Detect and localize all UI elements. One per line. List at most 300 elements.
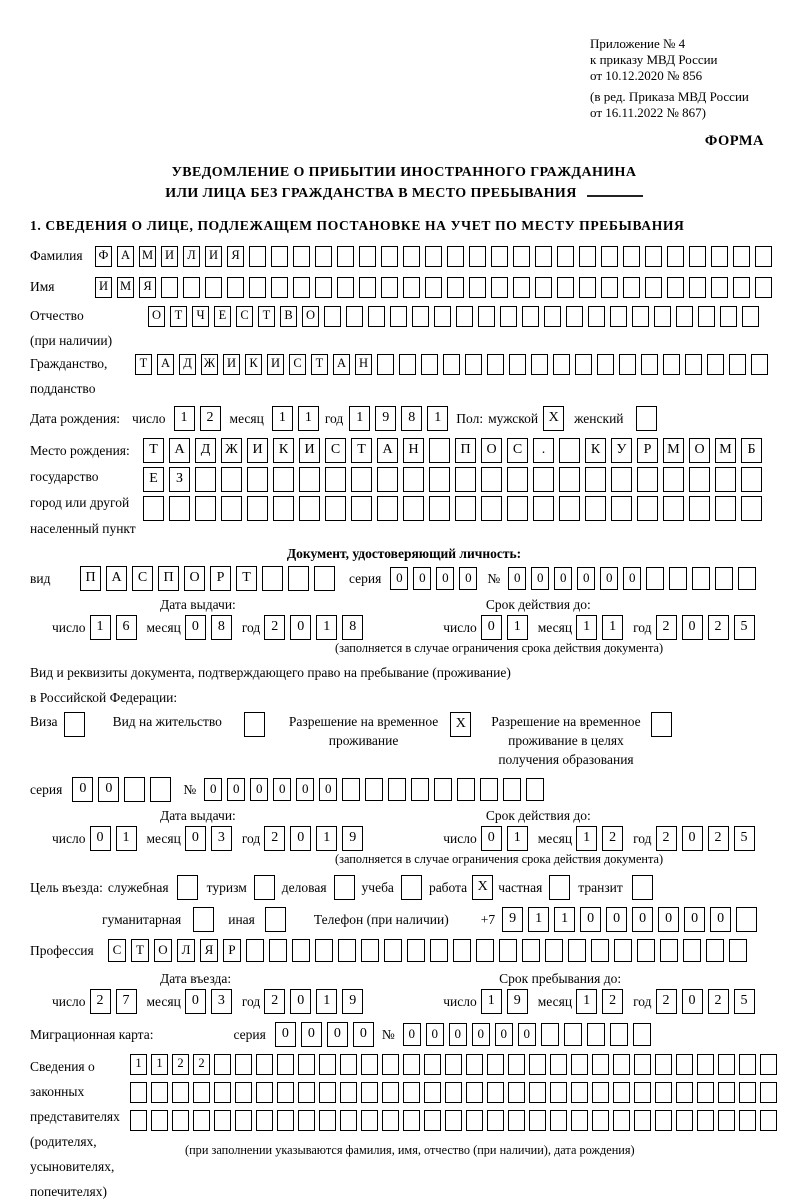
char-cell[interactable]: [445, 1110, 462, 1131]
char-cell[interactable]: [246, 939, 264, 962]
char-cell[interactable]: 2: [602, 989, 623, 1014]
char-cell[interactable]: О: [689, 438, 710, 463]
purpose-private-checkbox[interactable]: [549, 875, 570, 900]
char-cell[interactable]: А: [117, 246, 134, 267]
char-cell[interactable]: Я: [200, 939, 218, 962]
char-cell[interactable]: Л: [183, 246, 200, 267]
char-cell[interactable]: [535, 246, 552, 267]
char-cell[interactable]: [214, 1082, 231, 1103]
char-cell[interactable]: 1: [528, 907, 549, 932]
char-cell[interactable]: [273, 467, 294, 492]
char-cell[interactable]: 2: [708, 615, 729, 640]
char-cell[interactable]: [351, 496, 372, 521]
sex-female-checkbox[interactable]: [636, 406, 657, 431]
char-cell[interactable]: И: [299, 438, 320, 463]
char-cell[interactable]: М: [117, 277, 134, 298]
char-cell[interactable]: 0: [684, 907, 705, 932]
char-cell[interactable]: [706, 939, 724, 962]
char-cell[interactable]: [412, 306, 429, 327]
char-cell[interactable]: [588, 306, 605, 327]
char-cell[interactable]: [399, 354, 416, 375]
char-cell[interactable]: [720, 306, 737, 327]
char-cell[interactable]: П: [455, 438, 476, 463]
char-cell[interactable]: [623, 277, 640, 298]
char-cell[interactable]: 0: [98, 777, 119, 802]
char-cell[interactable]: 0: [227, 778, 245, 801]
char-cell[interactable]: [381, 246, 398, 267]
char-cell[interactable]: 1: [151, 1054, 168, 1075]
char-cell[interactable]: 0: [508, 567, 526, 590]
char-cell[interactable]: [205, 277, 222, 298]
char-cell[interactable]: [315, 246, 332, 267]
char-cell[interactable]: 9: [342, 989, 363, 1014]
char-cell[interactable]: [361, 939, 379, 962]
char-cell[interactable]: [193, 1082, 210, 1103]
char-cell[interactable]: [715, 496, 736, 521]
char-cell[interactable]: [298, 1054, 315, 1075]
char-cell[interactable]: [214, 1054, 231, 1075]
char-cell[interactable]: 1: [272, 406, 293, 431]
char-cell[interactable]: 2: [264, 989, 285, 1014]
char-cell[interactable]: [564, 1023, 582, 1046]
char-cell[interactable]: [481, 496, 502, 521]
char-cell[interactable]: [755, 246, 772, 267]
char-cell[interactable]: [597, 354, 614, 375]
char-cell[interactable]: 9: [375, 406, 396, 431]
char-cell[interactable]: 0: [472, 1023, 490, 1046]
char-cell[interactable]: 1: [90, 615, 111, 640]
char-cell[interactable]: [637, 467, 658, 492]
char-cell[interactable]: [342, 778, 360, 801]
char-cell[interactable]: П: [158, 566, 179, 591]
char-cell[interactable]: Д: [195, 438, 216, 463]
char-cell[interactable]: [641, 354, 658, 375]
char-cell[interactable]: 0: [481, 826, 502, 851]
char-cell[interactable]: 0: [481, 615, 502, 640]
char-cell[interactable]: [550, 1110, 567, 1131]
char-cell[interactable]: [646, 567, 664, 590]
char-cell[interactable]: 0: [623, 567, 641, 590]
char-cell[interactable]: 2: [656, 615, 677, 640]
char-cell[interactable]: [195, 496, 216, 521]
char-cell[interactable]: [214, 1110, 231, 1131]
char-cell[interactable]: 1: [427, 406, 448, 431]
char-cell[interactable]: [667, 277, 684, 298]
char-cell[interactable]: М: [715, 438, 736, 463]
char-cell[interactable]: [445, 1054, 462, 1075]
char-cell[interactable]: С: [507, 438, 528, 463]
char-cell[interactable]: [529, 1082, 546, 1103]
char-cell[interactable]: [544, 306, 561, 327]
char-cell[interactable]: 0: [90, 826, 111, 851]
char-cell[interactable]: [319, 1110, 336, 1131]
char-cell[interactable]: [361, 1110, 378, 1131]
char-cell[interactable]: [434, 778, 452, 801]
char-cell[interactable]: [469, 277, 486, 298]
char-cell[interactable]: [346, 306, 363, 327]
char-cell[interactable]: [487, 354, 504, 375]
char-cell[interactable]: А: [333, 354, 350, 375]
char-cell[interactable]: [654, 306, 671, 327]
char-cell[interactable]: [533, 467, 554, 492]
char-cell[interactable]: [633, 1023, 651, 1046]
char-cell[interactable]: [535, 277, 552, 298]
char-cell[interactable]: [676, 1054, 693, 1075]
char-cell[interactable]: [351, 467, 372, 492]
char-cell[interactable]: Т: [131, 939, 149, 962]
char-cell[interactable]: [368, 306, 385, 327]
char-cell[interactable]: [403, 496, 424, 521]
char-cell[interactable]: [390, 306, 407, 327]
char-cell[interactable]: [634, 1054, 651, 1075]
char-cell[interactable]: 1: [316, 615, 337, 640]
char-cell[interactable]: [697, 1054, 714, 1075]
char-cell[interactable]: [718, 1110, 735, 1131]
char-cell[interactable]: 1: [554, 907, 575, 932]
char-cell[interactable]: Р: [223, 939, 241, 962]
char-cell[interactable]: 0: [327, 1022, 348, 1047]
char-cell[interactable]: Т: [311, 354, 328, 375]
char-cell[interactable]: [337, 277, 354, 298]
char-cell[interactable]: [151, 1082, 168, 1103]
char-cell[interactable]: [407, 939, 425, 962]
char-cell[interactable]: [689, 496, 710, 521]
char-cell[interactable]: [663, 496, 684, 521]
char-cell[interactable]: [235, 1082, 252, 1103]
char-cell[interactable]: [377, 496, 398, 521]
char-cell[interactable]: М: [663, 438, 684, 463]
char-cell[interactable]: [487, 1082, 504, 1103]
char-cell[interactable]: [429, 467, 450, 492]
char-cell[interactable]: [271, 277, 288, 298]
char-cell[interactable]: [611, 496, 632, 521]
char-cell[interactable]: 0: [353, 1022, 374, 1047]
char-cell[interactable]: X: [472, 875, 493, 900]
char-cell[interactable]: [587, 1023, 605, 1046]
char-cell[interactable]: О: [148, 306, 165, 327]
char-cell[interactable]: 0: [682, 989, 703, 1014]
char-cell[interactable]: [183, 277, 200, 298]
char-cell[interactable]: Я: [227, 246, 244, 267]
char-cell[interactable]: [429, 496, 450, 521]
char-cell[interactable]: 0: [275, 1022, 296, 1047]
char-cell[interactable]: О: [302, 306, 319, 327]
char-cell[interactable]: [601, 277, 618, 298]
char-cell[interactable]: 2: [193, 1054, 210, 1075]
char-cell[interactable]: 2: [656, 989, 677, 1014]
char-cell[interactable]: 0: [518, 1023, 536, 1046]
char-cell[interactable]: [469, 246, 486, 267]
char-cell[interactable]: 2: [172, 1054, 189, 1075]
char-cell[interactable]: 0: [710, 907, 731, 932]
char-cell[interactable]: 2: [708, 989, 729, 1014]
char-cell[interactable]: [697, 1110, 714, 1131]
char-cell[interactable]: [403, 277, 420, 298]
char-cell[interactable]: [729, 354, 746, 375]
char-cell[interactable]: И: [267, 354, 284, 375]
char-cell[interactable]: В: [280, 306, 297, 327]
char-cell[interactable]: 1: [174, 406, 195, 431]
purpose-study-checkbox[interactable]: [401, 875, 422, 900]
char-cell[interactable]: [195, 467, 216, 492]
char-cell[interactable]: [151, 1110, 168, 1131]
char-cell[interactable]: [545, 939, 563, 962]
char-cell[interactable]: [273, 496, 294, 521]
char-cell[interactable]: [314, 566, 335, 591]
char-cell[interactable]: 9: [342, 826, 363, 851]
char-cell[interactable]: [663, 354, 680, 375]
char-cell[interactable]: А: [169, 438, 190, 463]
char-cell[interactable]: П: [80, 566, 101, 591]
char-cell[interactable]: [663, 467, 684, 492]
char-cell[interactable]: [325, 467, 346, 492]
char-cell[interactable]: [592, 1054, 609, 1075]
char-cell[interactable]: 2: [602, 826, 623, 851]
char-cell[interactable]: [388, 778, 406, 801]
char-cell[interactable]: 9: [502, 907, 523, 932]
char-cell[interactable]: [718, 1054, 735, 1075]
char-cell[interactable]: 1: [576, 615, 597, 640]
char-cell[interactable]: [340, 1054, 357, 1075]
char-cell[interactable]: [636, 406, 657, 431]
char-cell[interactable]: [623, 246, 640, 267]
char-cell[interactable]: [172, 1082, 189, 1103]
char-cell[interactable]: 2: [708, 826, 729, 851]
char-cell[interactable]: [319, 1082, 336, 1103]
char-cell[interactable]: К: [273, 438, 294, 463]
char-cell[interactable]: 0: [413, 567, 431, 590]
residence-permit-checkbox[interactable]: [244, 712, 265, 737]
char-cell[interactable]: [711, 277, 728, 298]
char-cell[interactable]: 0: [273, 778, 291, 801]
char-cell[interactable]: 7: [116, 989, 137, 1014]
char-cell[interactable]: [669, 567, 687, 590]
char-cell[interactable]: 6: [116, 615, 137, 640]
char-cell[interactable]: [447, 277, 464, 298]
char-cell[interactable]: [715, 467, 736, 492]
char-cell[interactable]: О: [481, 438, 502, 463]
char-cell[interactable]: М: [139, 246, 156, 267]
char-cell[interactable]: 0: [290, 989, 311, 1014]
char-cell[interactable]: [425, 277, 442, 298]
char-cell[interactable]: С: [236, 306, 253, 327]
char-cell[interactable]: Т: [258, 306, 275, 327]
char-cell[interactable]: [689, 277, 706, 298]
char-cell[interactable]: 1: [130, 1054, 147, 1075]
char-cell[interactable]: Л: [177, 939, 195, 962]
char-cell[interactable]: [150, 777, 171, 802]
char-cell[interactable]: 0: [426, 1023, 444, 1046]
char-cell[interactable]: [585, 496, 606, 521]
char-cell[interactable]: [733, 246, 750, 267]
char-cell[interactable]: [315, 277, 332, 298]
char-cell[interactable]: 0: [658, 907, 679, 932]
char-cell[interactable]: 3: [211, 826, 232, 851]
char-cell[interactable]: 0: [301, 1022, 322, 1047]
char-cell[interactable]: И: [95, 277, 112, 298]
char-cell[interactable]: 0: [632, 907, 653, 932]
char-cell[interactable]: [611, 467, 632, 492]
char-cell[interactable]: [683, 939, 701, 962]
char-cell[interactable]: Е: [214, 306, 231, 327]
char-cell[interactable]: [443, 354, 460, 375]
char-cell[interactable]: Н: [355, 354, 372, 375]
char-cell[interactable]: [637, 939, 655, 962]
char-cell[interactable]: [513, 246, 530, 267]
char-cell[interactable]: 0: [606, 907, 627, 932]
char-cell[interactable]: К: [245, 354, 262, 375]
char-cell[interactable]: [503, 778, 521, 801]
char-cell[interactable]: [271, 246, 288, 267]
char-cell[interactable]: 9: [507, 989, 528, 1014]
char-cell[interactable]: [447, 246, 464, 267]
char-cell[interactable]: Ж: [221, 438, 242, 463]
char-cell[interactable]: [64, 712, 85, 737]
char-cell[interactable]: [277, 1082, 294, 1103]
char-cell[interactable]: 0: [290, 826, 311, 851]
char-cell[interactable]: [361, 1082, 378, 1103]
char-cell[interactable]: 0: [459, 567, 477, 590]
char-cell[interactable]: Т: [351, 438, 372, 463]
char-cell[interactable]: 0: [185, 826, 206, 851]
char-cell[interactable]: [760, 1110, 777, 1131]
purpose-transit-checkbox[interactable]: [632, 875, 653, 900]
char-cell[interactable]: [403, 467, 424, 492]
temp-permit-checkbox[interactable]: [450, 712, 471, 737]
char-cell[interactable]: [411, 778, 429, 801]
char-cell[interactable]: 1: [298, 406, 319, 431]
char-cell[interactable]: [254, 875, 275, 900]
char-cell[interactable]: [736, 907, 757, 932]
char-cell[interactable]: 1: [481, 989, 502, 1014]
char-cell[interactable]: Т: [135, 354, 152, 375]
char-cell[interactable]: [610, 1023, 628, 1046]
char-cell[interactable]: [585, 467, 606, 492]
char-cell[interactable]: [193, 907, 214, 932]
char-cell[interactable]: [634, 1082, 651, 1103]
char-cell[interactable]: X: [450, 712, 471, 737]
char-cell[interactable]: [143, 496, 164, 521]
char-cell[interactable]: Т: [236, 566, 257, 591]
char-cell[interactable]: 1: [576, 989, 597, 1014]
char-cell[interactable]: З: [169, 467, 190, 492]
char-cell[interactable]: 8: [342, 615, 363, 640]
char-cell[interactable]: [711, 246, 728, 267]
char-cell[interactable]: [499, 939, 517, 962]
char-cell[interactable]: [315, 939, 333, 962]
char-cell[interactable]: [277, 1110, 294, 1131]
char-cell[interactable]: [579, 277, 596, 298]
char-cell[interactable]: И: [205, 246, 222, 267]
char-cell[interactable]: [634, 1110, 651, 1131]
char-cell[interactable]: 3: [211, 989, 232, 1014]
char-cell[interactable]: 8: [211, 615, 232, 640]
char-cell[interactable]: А: [106, 566, 127, 591]
char-cell[interactable]: 0: [436, 567, 454, 590]
char-cell[interactable]: [299, 467, 320, 492]
char-cell[interactable]: [465, 354, 482, 375]
char-cell[interactable]: [466, 1082, 483, 1103]
char-cell[interactable]: [403, 246, 420, 267]
char-cell[interactable]: [508, 1054, 525, 1075]
char-cell[interactable]: [697, 1082, 714, 1103]
char-cell[interactable]: [676, 306, 693, 327]
char-cell[interactable]: [667, 246, 684, 267]
char-cell[interactable]: [421, 354, 438, 375]
char-cell[interactable]: [513, 277, 530, 298]
char-cell[interactable]: [508, 1110, 525, 1131]
char-cell[interactable]: Ч: [192, 306, 209, 327]
char-cell[interactable]: [227, 277, 244, 298]
char-cell[interactable]: [685, 354, 702, 375]
char-cell[interactable]: С: [289, 354, 306, 375]
char-cell[interactable]: [124, 777, 145, 802]
char-cell[interactable]: 5: [734, 989, 755, 1014]
char-cell[interactable]: [262, 566, 283, 591]
char-cell[interactable]: [541, 1023, 559, 1046]
char-cell[interactable]: 0: [290, 615, 311, 640]
char-cell[interactable]: [466, 1110, 483, 1131]
char-cell[interactable]: [571, 1110, 588, 1131]
char-cell[interactable]: Я: [139, 277, 156, 298]
char-cell[interactable]: [445, 1082, 462, 1103]
char-cell[interactable]: [651, 712, 672, 737]
char-cell[interactable]: [172, 1110, 189, 1131]
char-cell[interactable]: [698, 306, 715, 327]
char-cell[interactable]: [579, 246, 596, 267]
char-cell[interactable]: [550, 1082, 567, 1103]
char-cell[interactable]: О: [154, 939, 172, 962]
char-cell[interactable]: 1: [116, 826, 137, 851]
char-cell[interactable]: [718, 1082, 735, 1103]
char-cell[interactable]: 0: [204, 778, 222, 801]
char-cell[interactable]: И: [161, 246, 178, 267]
char-cell[interactable]: 0: [577, 567, 595, 590]
char-cell[interactable]: 1: [316, 826, 337, 851]
char-cell[interactable]: [193, 1110, 210, 1131]
char-cell[interactable]: [382, 1110, 399, 1131]
char-cell[interactable]: [660, 939, 678, 962]
char-cell[interactable]: .: [533, 438, 554, 463]
char-cell[interactable]: 0: [72, 777, 93, 802]
char-cell[interactable]: [325, 496, 346, 521]
purpose-other-checkbox[interactable]: [265, 907, 286, 932]
char-cell[interactable]: [293, 246, 310, 267]
char-cell[interactable]: 0: [185, 989, 206, 1014]
char-cell[interactable]: [738, 567, 756, 590]
char-cell[interactable]: [571, 1082, 588, 1103]
char-cell[interactable]: [235, 1054, 252, 1075]
char-cell[interactable]: [377, 467, 398, 492]
char-cell[interactable]: К: [585, 438, 606, 463]
char-cell[interactable]: [751, 354, 768, 375]
char-cell[interactable]: [288, 566, 309, 591]
char-cell[interactable]: 8: [401, 406, 422, 431]
char-cell[interactable]: [381, 277, 398, 298]
char-cell[interactable]: Р: [637, 438, 658, 463]
char-cell[interactable]: [557, 277, 574, 298]
char-cell[interactable]: 0: [319, 778, 337, 801]
char-cell[interactable]: [522, 306, 539, 327]
char-cell[interactable]: 1: [507, 615, 528, 640]
char-cell[interactable]: [614, 939, 632, 962]
char-cell[interactable]: [256, 1110, 273, 1131]
char-cell[interactable]: [359, 277, 376, 298]
char-cell[interactable]: [507, 467, 528, 492]
char-cell[interactable]: [424, 1110, 441, 1131]
char-cell[interactable]: [298, 1082, 315, 1103]
char-cell[interactable]: [456, 306, 473, 327]
